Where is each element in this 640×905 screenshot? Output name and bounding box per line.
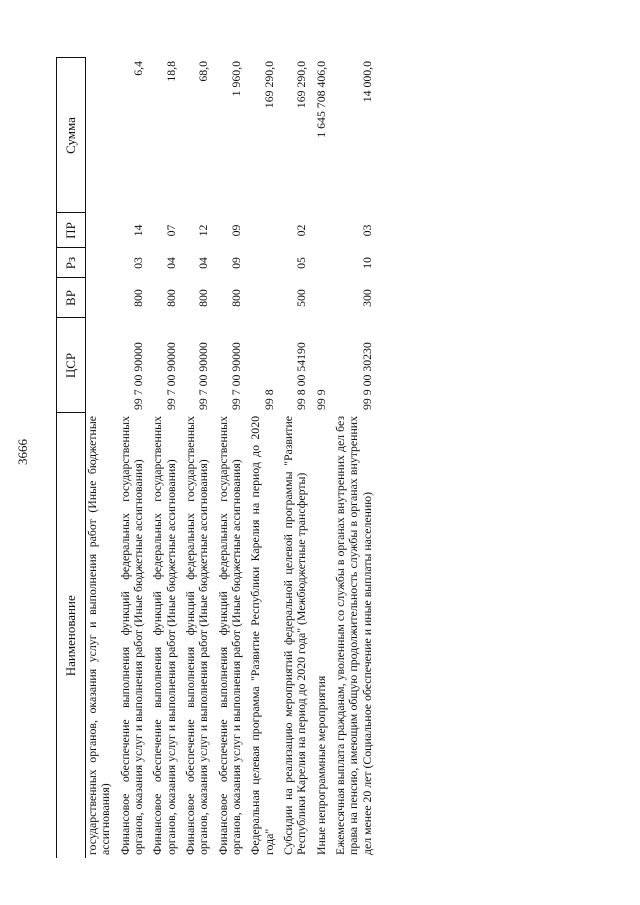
row-pr: 02 xyxy=(294,224,309,237)
row-rz: 10 xyxy=(359,257,374,269)
row-rz xyxy=(86,248,113,278)
row-sum: 68,0 xyxy=(196,61,211,82)
row-sum: 169 290,0 xyxy=(261,61,276,109)
row-vr xyxy=(86,278,113,318)
row-rz: 03 xyxy=(130,257,145,269)
row-name: Федеральная целевая программа "Развитие Республики Карелия на период до 2020 года" xyxy=(248,416,276,855)
row-csr: 99 7 00 90000 xyxy=(130,342,145,410)
row-sum: 6,4 xyxy=(130,61,145,76)
table-header-row xyxy=(57,58,86,858)
row-csr: 99 7 00 90000 xyxy=(163,342,178,410)
row-rz: 04 xyxy=(196,257,211,269)
row-rz xyxy=(243,248,276,278)
row-csr xyxy=(86,318,113,413)
row-sum: 14 000,0 xyxy=(359,61,374,103)
header-rz: Рз xyxy=(57,248,86,278)
row-csr: 99 7 00 90000 xyxy=(228,342,243,410)
row-name: Финансовое обеспечение выполнения функций федеральных государственных органов, оказания услуг и выполнения работ (Иные бюджетные ассигнования) xyxy=(150,416,178,855)
page-number: 3666 xyxy=(15,439,30,465)
rotated-page-content xyxy=(56,58,596,858)
row-name: Финансовое обеспечение выполнения функций федеральных государственных органов, оказания услуг и выполнения работ (Иные бюджетные ассигнования) xyxy=(182,416,211,855)
table-body xyxy=(86,58,374,858)
row-name: государственных органов, оказания услуг и выполнения работ (Иные бюджетные ассигнования) xyxy=(85,416,113,855)
row-sum xyxy=(86,58,113,213)
header-pr: ПР xyxy=(57,213,86,248)
row-csr: 99 7 00 90000 xyxy=(196,342,211,410)
row-vr xyxy=(309,278,328,318)
table-row xyxy=(113,58,146,858)
table-row xyxy=(309,58,328,858)
table-row xyxy=(211,58,244,858)
table-row xyxy=(86,58,113,858)
row-vr: 500 xyxy=(294,289,309,307)
row-sum: 1 645 708 406,0 xyxy=(313,61,328,138)
row-vr: 800 xyxy=(228,289,243,307)
row-vr xyxy=(243,278,276,318)
row-pr xyxy=(309,213,328,248)
table-row xyxy=(243,58,276,858)
row-rz xyxy=(309,248,328,278)
row-rz: 05 xyxy=(294,257,309,269)
header-name: Наименование xyxy=(57,413,86,858)
header-vr: ВР xyxy=(57,278,86,318)
row-vr: 300 xyxy=(359,289,374,307)
row-rz: 04 xyxy=(163,257,178,269)
header-sum: Сумма xyxy=(57,58,86,213)
row-csr: 99 9 xyxy=(313,389,328,410)
header-csr: ЦСР xyxy=(57,318,86,413)
row-pr: 07 xyxy=(163,224,178,237)
row-sum: 18,8 xyxy=(163,61,178,82)
row-sum: 1 960,0 xyxy=(228,61,243,97)
row-sum: 169 290,0 xyxy=(294,61,309,109)
row-vr: 800 xyxy=(163,289,178,307)
row-name: Финансовое обеспечение выполнения функций федеральных государственных органов, оказания услуг и выполнения работ (Иные бюджетные ассигнования) xyxy=(117,416,145,855)
row-pr: 12 xyxy=(196,224,211,237)
row-name: Иные непрограммные мероприятия xyxy=(313,675,328,855)
row-pr: 14 xyxy=(130,224,145,237)
row-name: Финансовое обеспечение выполнения функций федеральных государственных органов, оказания услуг и выполнения работ (Иные бюджетные ассигнования) xyxy=(215,416,243,855)
row-csr: 99 8 00 54190 xyxy=(294,342,309,410)
table-row xyxy=(276,58,309,858)
row-csr: 99 8 xyxy=(261,389,276,410)
row-vr: 800 xyxy=(196,289,211,307)
table-row xyxy=(328,58,374,858)
row-pr xyxy=(243,213,276,248)
row-rz: 09 xyxy=(228,257,243,269)
row-pr: 03 xyxy=(359,224,374,237)
row-name: Субсидии на реализацию мероприятий федеральной целевой программы "Развитие Республики Карелия на период до 2020 года" (Межбюджетные трансферты) xyxy=(280,416,309,855)
table-row xyxy=(178,58,211,858)
budget-table xyxy=(56,58,374,859)
row-pr: 09 xyxy=(228,224,243,237)
row-csr: 99 9 00 30230 xyxy=(359,342,374,410)
table-row xyxy=(145,58,178,858)
row-vr: 800 xyxy=(130,289,145,307)
row-pr xyxy=(86,213,113,248)
row-name: Ежемесячная выплата гражданам, уволенным со службы в органах внутренних дел без права на пенсию, имеющим общую продолжительность службы в органах внутренних дел менее 20 лет (Социальное обеспечение и иные выплаты населению) xyxy=(332,416,374,855)
